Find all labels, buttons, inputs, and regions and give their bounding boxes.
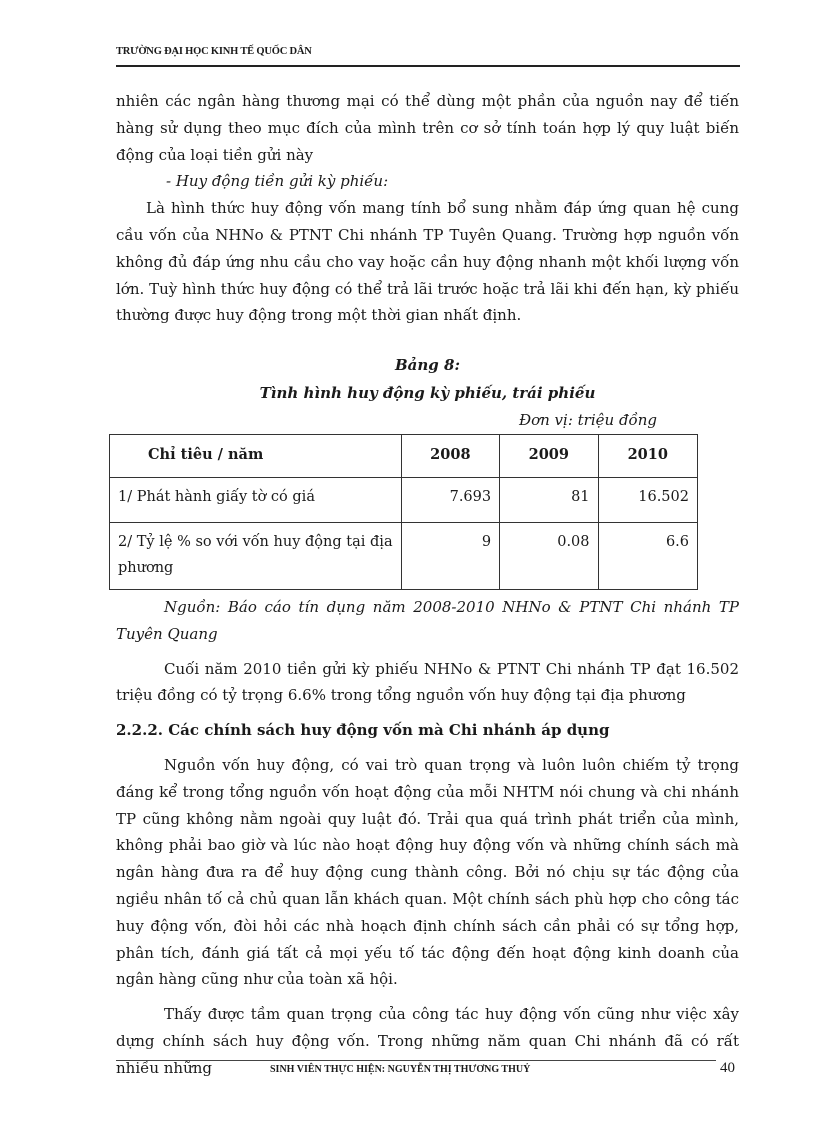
section-heading: 2.2.2. Các chính sách huy động vốn mà Chi nhánh áp dụng: [116, 721, 610, 740]
header-divider: [116, 65, 740, 67]
table-cell-label: 2/ Tỷ lệ % so với vốn huy động tại địa phương: [110, 522, 402, 589]
table-cell-value: 7.693: [401, 477, 500, 522]
bullet-heading: - Huy động tiền gửi kỳ phiếu:: [166, 172, 389, 191]
data-table: [109, 434, 698, 590]
table-cell-value: 16.502: [598, 477, 697, 522]
paragraph-1: nhiên các ngân hàng thương mại có thể dùng một phần của nguồn nay để tiến hàng sử dụng theo mục đích của mình trên cơ sở tính toán hợp lý quy luật biến động của loại tiền gửi này: [116, 92, 739, 164]
paragraph-3: Cuối năm 2010 tiền gửi kỳ phiếu NHNo & PTNT Chi nhánh TP đạt 16.502 triệu đồng có tỷ trọng 6.6% trong tổng nguồn vốn huy động tại địa phương: [116, 659, 739, 705]
table-title: Tình hình huy động kỳ phiếu, trái phiếu: [259, 384, 596, 403]
table-unit: Đơn vị: triệu đồng: [518, 411, 657, 430]
table-label: Bảng 8:: [395, 356, 460, 375]
header-cell-2008: 2008: [401, 434, 500, 477]
table-cell-value: 9: [401, 522, 500, 589]
header-cell-2009: 2009: [500, 434, 598, 477]
table-row: [110, 522, 698, 589]
table-header-row: [110, 434, 698, 477]
page-number: 40: [720, 1060, 735, 1076]
page-content: [116, 88, 739, 1082]
table-source: Nguồn: Báo cáo tín dụng năm 2008-2010 NHNo & PTNT Chi nhánh TP Tuyên Quang: [116, 597, 739, 643]
paragraph-4: Nguồn vốn huy động, có vai trò quan trọng và luôn luôn chiếm tỷ trọng đáng kể trong tổng nguồn vốn hoạt động của mỗi NHTM nói chung và chi nhánh TP cũng không nằm ngoài quy luật đó. Trải qua quá trình phát triển của mình, không phải bao giờ và lúc nào hoạt động huy động vốn và những chính sách mà ngân hàng đưa ra để huy động cung thành công. Bởi nó chịu sự tác động của ngiều nhân tố cả chủ quan lẫn khách quan. Một chính sách phù hợp cho công tác huy động vốn, đòi hỏi các nhà hoạch định chính sách cần phải có sự tổng hợp, phân tích, đánh giá tất cả mọi yếu tố tác động đến hoạt động kinh doanh của ngân hàng cũng như của toàn xã hội.: [116, 755, 739, 989]
table-cell-value: 81: [500, 477, 598, 522]
footer-divider: [116, 1060, 716, 1061]
table-cell-label: 1/ Phát hành giấy tờ có giá: [110, 477, 402, 522]
page-footer: SINH VIÊN THỰC HIỆN: NGUYỄN THỊ THƯƠNG THUỶ: [270, 1064, 531, 1075]
page-header: TRƯỜNG ĐẠI HỌC KINH TẾ QUỐC DÂN: [116, 46, 312, 57]
paragraph-5: Thấy được tầm quan trọng của công tác huy động vốn cũng như việc xây dựng chính sách huy động vốn. Trong những năm quan Chi nhánh đã có rất nhiều những: [116, 1005, 739, 1077]
header-cell-indicator: Chỉ tiêu / năm: [110, 434, 402, 477]
table-cell-value: 6.6: [598, 522, 697, 589]
table-cell-value: 0.08: [500, 522, 598, 589]
header-cell-2010: 2010: [598, 434, 697, 477]
paragraph-2: Là hình thức huy động vốn mang tính bổ sung nhằm đáp ứng quan hệ cung cầu vốn của NHNo & PTNT Chi nhánh TP Tuyên Quang. Trường hợp nguồn vốn không đủ đáp ứng nhu cầu cho vay hoặc cần huy động nhanh một khối lượng vốn lớn. Tuỳ hình thức huy động có thể trả lãi trước hoặc trả lãi khi đến hạn, kỳ phiếu thường được huy động trong một thời gian nhất định.: [116, 199, 739, 325]
table-row: [110, 477, 698, 522]
